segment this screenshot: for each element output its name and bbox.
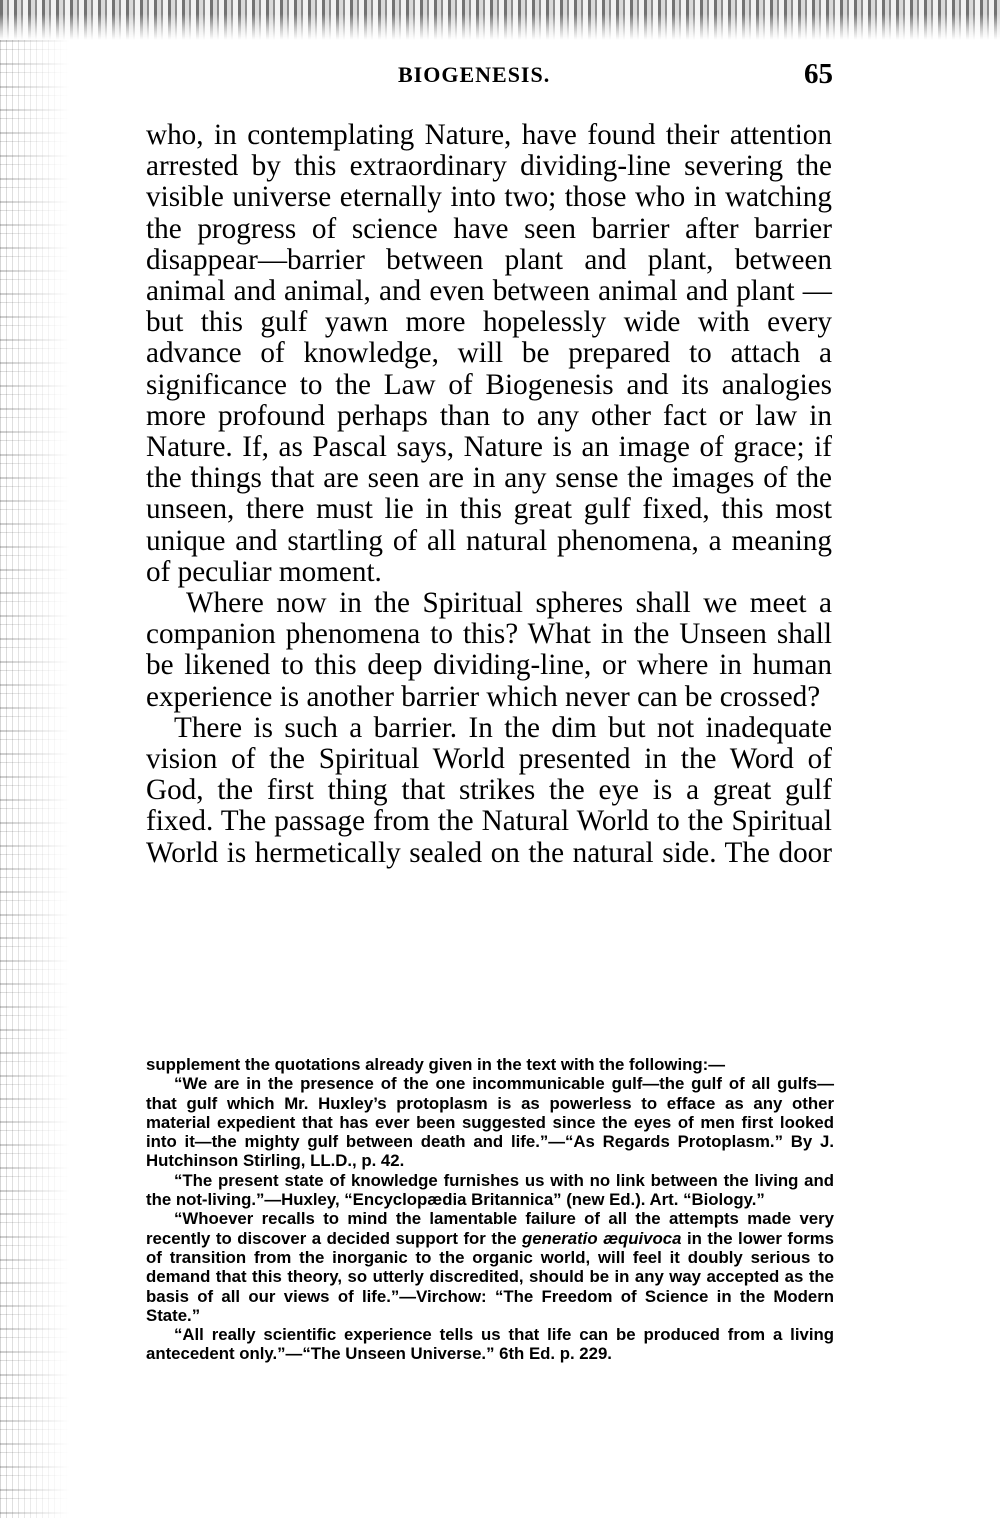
footnote-huxley-quote: “The present state of knowledge furnishes us with no link between the living and the not-living.”—Huxley, “Encyclopædia Britannica” (new Ed.). Art. “Biology.” [146, 1170, 834, 1210]
running-title: BIOGENESIS. [398, 62, 551, 87]
footnote-unseen-universe-quote: “All really scientific experience tells us that life can be produced from a living antecedent only.”—“The Unseen Universe.” 6th Ed. p. 229. [146, 1325, 834, 1364]
page-number: 65 [804, 58, 833, 90]
paragraph-2: Where now in the Spiritual spheres shall we meet a companion phenomena to this? What in the Unseen shall be likened to this deep dividing-line, or where in human experience is another barrier which never can be crossed? [146, 587, 832, 713]
scan-border-left [0, 40, 70, 1518]
footnote-virchow-quote [146, 1209, 834, 1325]
footnotes [146, 1055, 834, 1364]
body-text [146, 120, 832, 869]
paragraph-1: who, in contemplating Nature, have found their attention arrested by this extraordinary dividing-line severing the visible universe eternally into two; those who in watching the progress of science have seen barrier after barrier disappear—barrier between plant and plant, between animal and animal, and even between animal and plant —but this gulf yawn more hopelessly wide with every advance of knowledge, will be prepared to attach a significance to the Law of Biogenesis and its analogies more profound perhaps than to any other fact or law in Nature. If, as Pascal says, Nature is an image of grace; if the things that are seen are in any sense the images of the unseen, there must lie in this great gulf fixed, this most unique and startling of all natural phenomena, a meaning of peculiar moment. [146, 119, 832, 588]
footnote-virchow-italic: generatio æquivoca [522, 1228, 682, 1248]
footnote-virchow-text-b: in the lower forms of transition from the inorganic to the organic world, will feel it doubly serious to demand that this theory, so utterly discredited, should be in any way accepted as the basis of all our views of life.”—Virchow: “The Freedom of Science in the Modern State.” [146, 1228, 834, 1325]
footnote-stirling-quote: “We are in the presence of the one incommunicable gulf—the gulf of all gulfs—that gulf which Mr. Huxley’s protoplasm is as powerless to efface as any other material expedient that has ever been suggested since the eyes of men first looked into it—the mighty gulf between death and life.”—“As Regards Protoplasm.” By J. Hutchinson Stirling, LL.D., p. 42. [146, 1074, 834, 1171]
footnote-virchow-text-a: “Whoever recalls to mind the lamentable failure of all the attempts made very recently to discover a decided support for the [146, 1209, 834, 1248]
scan-border-top [0, 0, 1000, 40]
running-header [148, 58, 833, 94]
footnote-intro: supplement the quotations already given in the text with the following:— [146, 1055, 725, 1074]
paragraph-3: There is such a barrier. In the dim but not inadequate vision of the Spiritual World presented in the Word of God, the first thing that strikes the eye is a great gulf fixed. The passage from the Natural World to the Spiritual World is hermetically sealed on the natural side. The door [146, 711, 832, 869]
